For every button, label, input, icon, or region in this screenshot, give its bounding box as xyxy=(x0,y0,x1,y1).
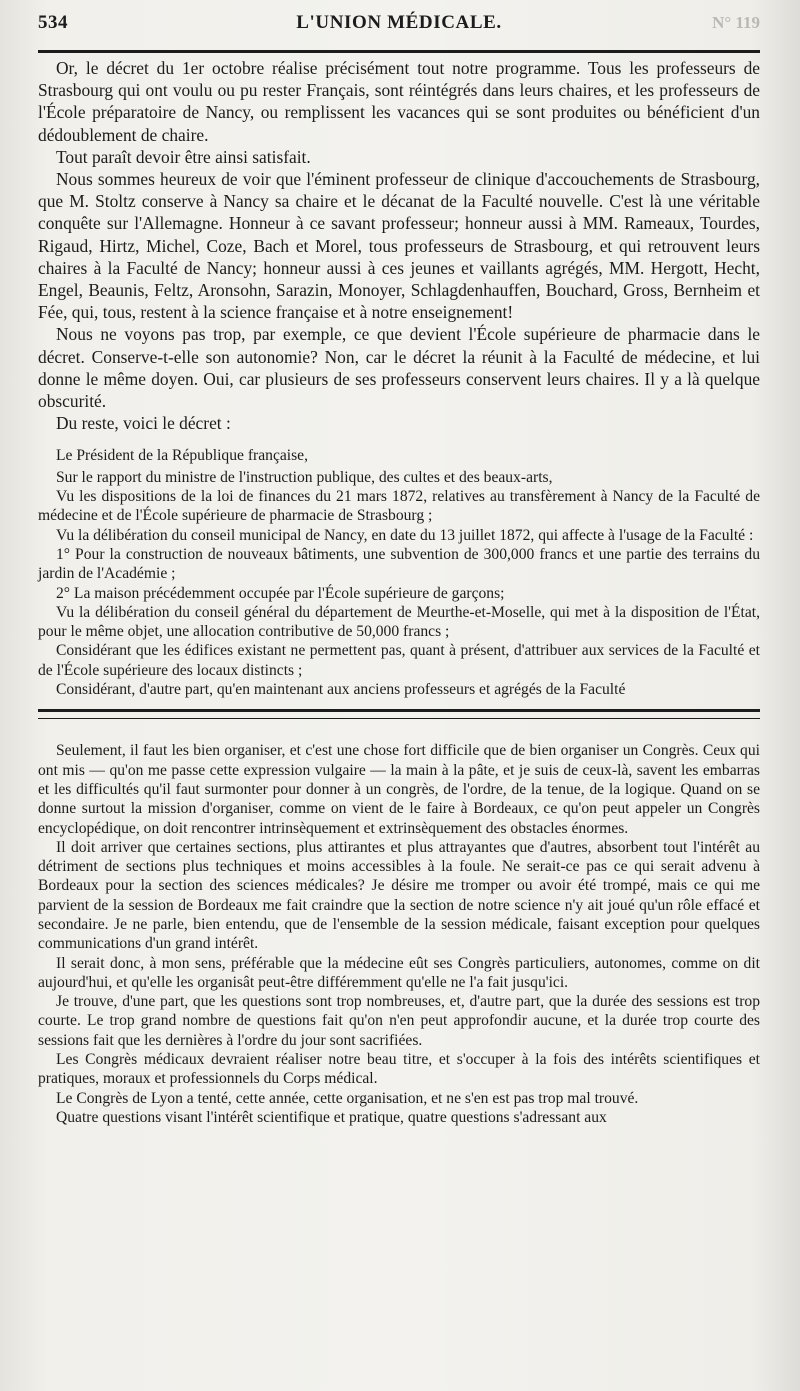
decree-paragraph: Sur le rapport du ministre de l'instruction publique, des cultes et des beaux-arts, xyxy=(56,468,553,486)
paragraph: Tout paraît devoir être ainsi satisfait. xyxy=(56,146,311,167)
feuilleton-text xyxy=(38,741,760,1127)
paragraph: Le Congrès de Lyon a tenté, cette année, cette organisation, et ne s'en est pas trop mal trouvé. xyxy=(56,1089,639,1107)
decree-paragraph: 1° Pour la construction de nouveaux bâtiments, une subvention de 300,000 francs et une partie des terrains du jardin de l'Académie ; xyxy=(38,545,760,583)
paragraph: Or, le décret du 1er octobre réalise précisément tout notre programme. Tous les professeurs de Strasbourg qui ont voulu ou pu rester Français, sont réintégrés dans leurs chaires, et les professeurs de l'École préparatoire de Nancy, ou remplissent les vacances qui se sont produites ou bénéficient d'un dédoublement de chaire. xyxy=(38,58,760,145)
paragraph: Je trouve, d'une part, que les questions sont trop nombreuses, et, d'autre part, que la durée des sessions est trop courte. Le trop grand nombre de questions fait qu'on n'en peut approfondir aucune, et la durée trop courte des sessions fait que les dernières à l'ordre du jour sont sacrifiées. xyxy=(38,993,760,1049)
decree-paragraph: Vu les dispositions de la loi de finances du 21 mars 1872, relatives au transfèrement à Nancy de la Faculté de médecine et de l'École supérieure de pharmacie de Strasbourg ; xyxy=(38,488,760,525)
page-number: 534 xyxy=(38,12,68,33)
paragraph: Seulement, il faut les bien organiser, et c'est une chose fort difficile que de bien organiser un Congrès. Ceux qui ont mis — qu'on me passe cette expression vulgaire — la main à la pâte, et je suis de ceux-là, savent les embarras et les difficultés qu'il faut surmonter pour donner à un congrès, de l'ordre, de la tenue, de la logique. Quand on se donne surtout la mission d'organiser, comme on vient de le faire à Bordeaux, ce qu'on peut appeler un Congrès encyclopédique, on doit rencontrer intrinsèquement et extrinsèquement des obstacles énormes. xyxy=(38,742,760,837)
decree-text xyxy=(38,446,760,699)
decree-paragraph: Vu la délibération du conseil général du département de Meurthe-et-Moselle, qui met à la disposition de l'État, pour le même objet, une allocation contributive de 50,000 francs ; xyxy=(38,603,760,641)
paragraph: Nous sommes heureux de voir que l'éminent professeur de clinique d'accouchements de Strasbourg, que M. Stoltz conserve à Nancy sa chaire et le décanat de la Faculté nouvelle. C'est là une véritable conquête sur l'Allemagne. Honneur à ce savant professeur; honneur aussi à MM. Rameaux, Tourdes, Rigaud, Hirtz, Michel, Coze, Bach et Morel, tous professeurs de Strasbourg, et qui retrouvent leurs chaires à la Faculté de Nancy; honneur aussi à ces jeunes et vaillants agrégés, MM. Hergott, Hecht, Engel, Beaunis, Feltz, Aronsohn, Sarazin, Monoyer, Schlagdenhauffen, Bouchard, Gross, Bernheim et Fée, qui, tous, restent à la science française et à notre enseignement! xyxy=(38,169,760,323)
paragraph: Du reste, voici le décret : xyxy=(56,413,231,434)
header-rule xyxy=(38,50,760,53)
journal-title: L'UNION MÉDICALE. xyxy=(296,12,502,33)
editorial-text xyxy=(38,57,760,434)
decree-paragraph: Considérant que les édifices existant ne permettent pas, quant à présent, d'attribuer aux services de la Faculté et de l'École supérieure des locaux distincts ; xyxy=(38,642,760,679)
paragraph: Il serait donc, à mon sens, préférable que la médecine eût ses Congrès particuliers, autonomes, comme on dit aujourd'hui, et qu'elle les organisât peut-être différemment qu'elle ne l'a fait jusqu'ici. xyxy=(38,954,760,991)
decree-paragraph: Vu la délibération du conseil municipal de Nancy, en date du 13 juillet 1872, qui affecte à l'usage de la Faculté : xyxy=(56,526,754,544)
paragraph: Quatre questions visant l'intérêt scientifique et pratique, quatre questions s'adressant aux xyxy=(56,1108,607,1126)
decree-paragraph: 2° La maison précédemment occupée par l'École supérieure de garçons; xyxy=(56,584,505,602)
paragraph: Les Congrès médicaux devraient réaliser notre beau titre, et s'occuper à la fois des intérêts scientifiques et pratiques, moraux et professionnels du Corps médical. xyxy=(38,1051,760,1088)
page-header xyxy=(38,12,760,44)
section-divider xyxy=(38,709,760,719)
paragraph: Il doit arriver que certaines sections, plus attirantes et plus attrayantes que d'autres, absorbent tout l'intérêt au détriment de sections plus techniques et moins accessibles à la foule. Ne serait-ce pas ce qui serait advenu à Bordeaux pour la section des sciences médicales? Je désire me tromper ou avoir été trompé, mais ce qui me parvient de la session de Bordeaux me fait craindre que la section de notre science n'y ait joué qu'un rôle effacé et secondaire. Je ne parle, bien entendu, que de l'ensemble de la session médicale, faisant exception pour quelques communications d'un grand intérêt. xyxy=(38,838,760,953)
decree-paragraph: Considérant, d'autre part, qu'en maintenant aux anciens professeurs et agrégés de la Faculté xyxy=(56,681,626,699)
issue-number: N° 119 xyxy=(712,13,760,32)
decree-heading: Le Président de la République française, xyxy=(56,447,309,465)
paragraph: Nous ne voyons pas trop, par exemple, ce que devient l'École supérieure de pharmacie dans le décret. Conserve-t-elle son autonomie? Non, car le décret la réunit à la Faculté de médecine, et lui donne le même doyen. Oui, car plusieurs de ses professeurs conservent leurs chaires. Il y a là quelque obscurité. xyxy=(38,324,760,412)
